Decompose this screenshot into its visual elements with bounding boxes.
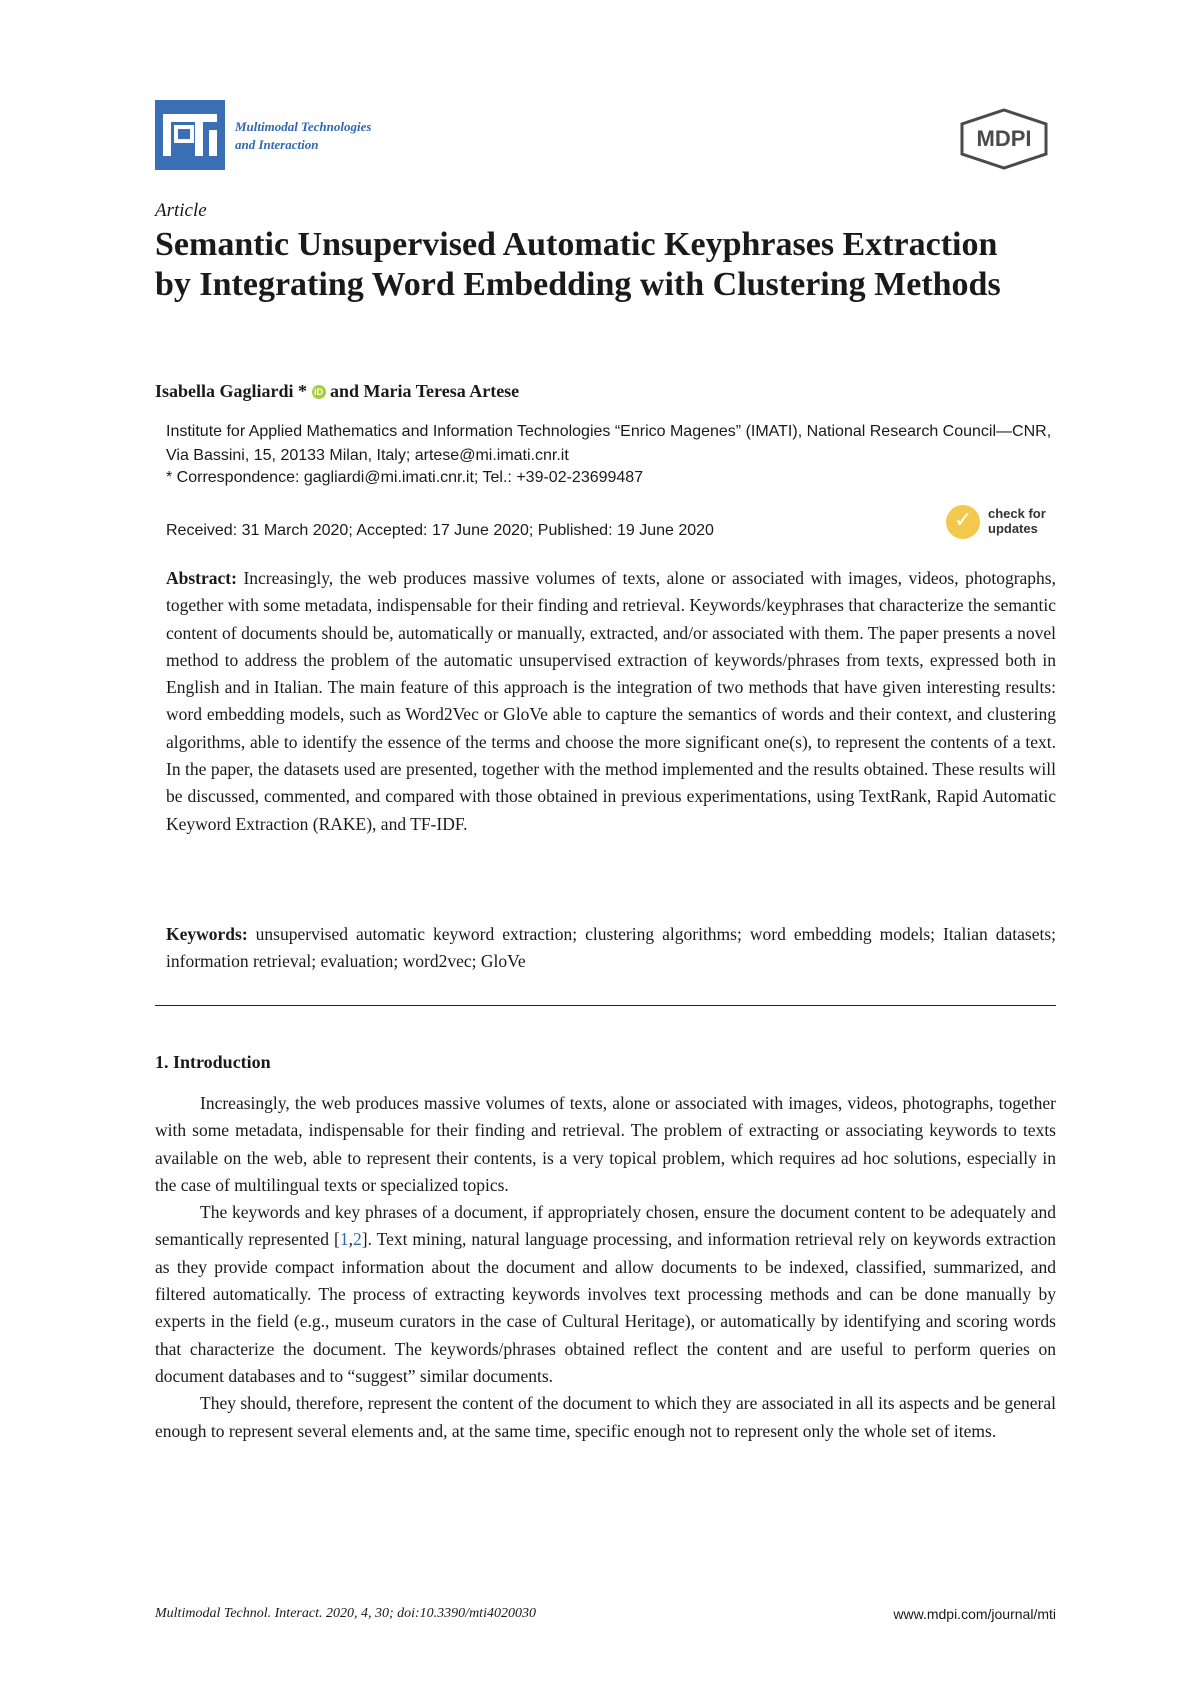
keywords: [166, 921, 1056, 976]
author-list: [155, 381, 519, 402]
journal-name-line2: and Interaction: [235, 137, 319, 152]
author-connector: and: [325, 381, 364, 401]
citation-separator: ,: [348, 1229, 353, 1250]
paragraph: Increasingly, the web produces massive volumes of texts, alone or associated with images, videos, photographs, together with some metadata, indispensable for their finding and retrieval. The problem of extracting or associating keywords to texts available on the web, able to represent their contents, is a very topical problem, which requires ad hoc solutions, especially in the case of multilingual texts or specialized topics.: [155, 1093, 1056, 1195]
keywords-label: Keywords:: [166, 924, 248, 944]
publication-dates: Received: 31 March 2020; Accepted: 17 June 2020; Published: 19 June 2020: [166, 522, 714, 539]
author-name[interactable]: Isabella Gagliardi: [155, 381, 294, 401]
journal-name[interactable]: [235, 118, 475, 154]
citation-link[interactable]: 2: [353, 1229, 362, 1250]
keywords-text: unsupervised automatic keyword extraction; clustering algorithms; word embedding models; Italian datasets; information retrieval; evaluation; word2vec; GloVe: [166, 924, 1056, 972]
mdpi-logo-text: MDPI: [976, 126, 1032, 151]
paragraph-text: ]. Text mining, natural language processing, and information retrieval rely on keywords extraction as they provide compact information about the document and allow documents to be indexed, classified, summarized, and filtered automatically. The process of extracting keywords involves text processing methods and can be done manually by experts in the field (e.g., museum curators in the case of Cultural Heritage), or automatically by identifying and scoring words that characterize the document. The keywords/phrases obtained reflect the content and are useful to perform queries on document databases and to “suggest” similar documents.: [155, 1229, 1056, 1386]
section-heading: 1. Introduction: [155, 1052, 271, 1072]
paragraph-text: The keywords and key phrases of a document, if appropriately chosen, ensure the document content to be adequately and semantically represented [: [155, 1202, 1056, 1250]
mti-logo-icon: [155, 100, 225, 170]
check-updates-line2: updates: [988, 521, 1038, 536]
corresponding-author-mark: *: [293, 381, 308, 401]
check-for-updates-badge[interactable]: [946, 505, 1056, 545]
orcid-icon[interactable]: iD: [312, 385, 326, 399]
article-type: Article: [155, 200, 207, 221]
abstract: [166, 565, 1056, 838]
abstract-label: Abstract:: [166, 568, 237, 588]
footer-citation: Multimodal Technol. Interact. 2020, 4, 30; doi:10.3390/mti4020030: [155, 1606, 536, 1621]
check-updates-line1: check for: [988, 506, 1046, 521]
paragraph: [155, 1199, 1056, 1390]
citation-link[interactable]: 1: [339, 1229, 349, 1250]
check-mark-icon: ✓: [946, 505, 980, 539]
affiliation: Institute for Applied Mathematics and Information Technologies “Enrico Magenes” (IMATI), National Research Council—CNR, Via Bassini, 15, 20133 Milan, Italy; artese@mi.imati.cnr.it: [166, 423, 1052, 464]
correspondence: * Correspondence: gagliardi@mi.imati.cnr.it; Tel.: +39-02-23699487: [166, 469, 644, 486]
paragraph: They should, therefore, represent the content of the document to which they are associated in all its aspects and be general enough to represent several elements and, at the same time, specific enough not to represent only the whole set of items.: [155, 1393, 1056, 1441]
footer-url[interactable]: www.mdpi.com/journal/mti: [893, 1606, 1056, 1622]
journal-logo: [155, 100, 225, 170]
mdpi-logo[interactable]: [958, 108, 1050, 170]
section-divider: [155, 1005, 1056, 1006]
author-name[interactable]: Maria Teresa Artese: [363, 381, 520, 401]
mdpi-logo-icon: [958, 108, 1050, 170]
paper-title: Semantic Unsupervised Automatic Keyphrases Extraction by Integrating Word Embedding with Clustering Methods: [155, 226, 1001, 303]
journal-name-line1: Multimodal Technologies: [235, 119, 372, 134]
abstract-text: Increasingly, the web produces massive volumes of texts, alone or associated with images, videos, photographs, together with some metadata, indispensable for their finding and retrieval. Keywords/keyphrases that characterize the semantic content of documents should be, automatically or manually, extracted, and/or associated with them. The paper presents a novel method to address the problem of the automatic unsupervised extraction of keywords/phrases from texts, expressed both in English and in Italian. The main feature of this approach is the integration of two methods that have given interesting results: word embedding models, such as Word2Vec or GloVe able to capture the semantics of words and their context, and clustering algorithms, able to identify the essence of the terms and choose the more significant one(s), to represent the contents of a text. In the paper, the datasets used are presented, together with the method implemented and the results obtained. These results will be discussed, commented, and compared with those obtained in previous experimentations, using TextRank, Rapid Automatic Keyword Extraction (RAKE), and TF-IDF.: [166, 568, 1056, 834]
introduction-body: [155, 1090, 1056, 1445]
